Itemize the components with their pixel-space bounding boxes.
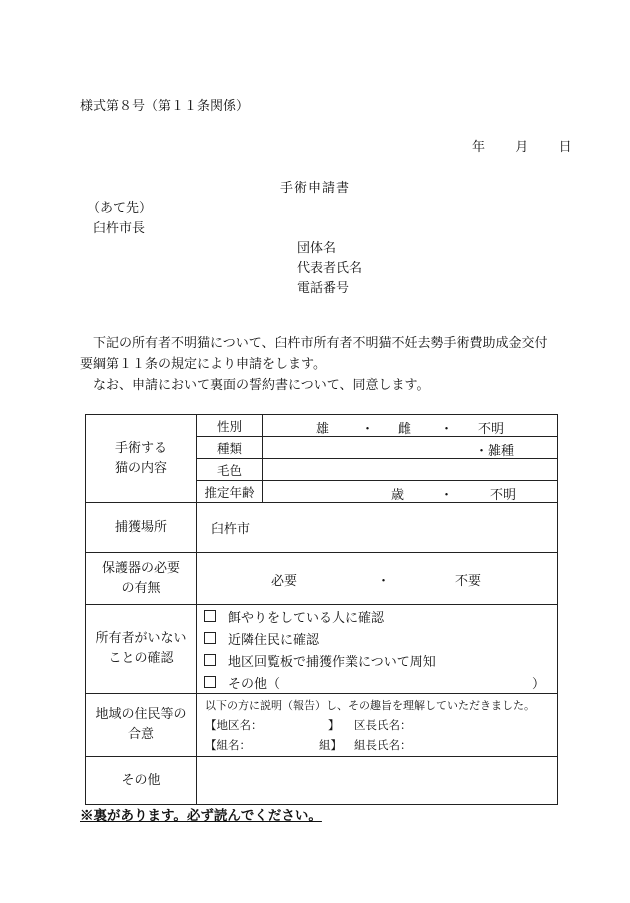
resident-consent-label: 地域の住民等の 合意 xyxy=(86,694,197,757)
body-paragraph-2: なお、申請において裏面の誓約書について、同意します。 xyxy=(80,378,430,393)
protector-options: 必要 ・ 不要 xyxy=(197,553,558,605)
color-label: 毛色 xyxy=(197,459,263,481)
group-name-label[interactable]: 【組名： xyxy=(205,738,251,752)
sex-male[interactable]: 雄 xyxy=(316,422,330,437)
district-name-label[interactable]: 【地区名： xyxy=(205,718,263,732)
cat-details-label: 手術する 猫の内容 xyxy=(86,415,197,503)
sex-female[interactable]: 雌 xyxy=(398,422,412,437)
body-paragraph-1: 下記の所有者不明猫について、臼杵市所有者不明猫不妊去勢手術費助成金交付要綱第１１条の規定により申請をします。 xyxy=(80,336,548,372)
breed-mixed: ・雑種 xyxy=(475,444,515,459)
applicant-group-name: 団体名 xyxy=(297,241,337,256)
date-year: 年 xyxy=(472,140,486,155)
capture-location-value: 臼杵市 xyxy=(211,522,251,537)
resident-consent-field: 以下の方に説明（報告）し、その趣旨を理解していただきました。 【地区名： 】 区長氏名： 【組名： 組】 組長氏名： xyxy=(197,694,558,757)
age-field[interactable]: 歳 ・ 不明 xyxy=(263,481,558,503)
other-label: その他 xyxy=(86,757,197,805)
date-month: 月 xyxy=(515,140,529,155)
document-title: 手術申請書 xyxy=(279,181,350,196)
sex-unknown[interactable]: 不明 xyxy=(478,422,505,437)
owner-check-list xyxy=(197,605,558,694)
protector-needed[interactable]: 必要 xyxy=(271,574,298,589)
owner-check-label: 所有者がいない ことの確認 xyxy=(86,605,197,694)
protector-not-needed[interactable]: 不要 xyxy=(455,574,482,589)
district-head-label[interactable]: 区長氏名： xyxy=(354,718,412,732)
capture-location-label: 捕獲場所 xyxy=(86,503,197,553)
age-years: 歳 xyxy=(391,488,405,503)
owner-check-item[interactable]: 近隣住民に確認 xyxy=(197,627,557,649)
applicant-phone: 電話番号 xyxy=(297,281,350,296)
checkbox-icon[interactable] xyxy=(204,676,216,688)
form-number: 様式第８号（第１１条関係） xyxy=(80,99,250,114)
capture-location-field[interactable] xyxy=(197,503,558,553)
footer-note: ※裏があります。必ず読んでください。 xyxy=(80,808,322,824)
owner-check-item[interactable]: 餌やりをしている人に確認 xyxy=(197,605,557,627)
breed-label: 種類 xyxy=(197,437,263,459)
date-day: 日 xyxy=(558,140,572,155)
date-field xyxy=(472,136,572,155)
addressee: 臼杵市長 xyxy=(93,221,146,236)
sex-label: 性別 xyxy=(197,415,263,437)
breed-field[interactable] xyxy=(263,437,558,459)
protector-label: 保護器の必要 の有無 xyxy=(86,553,197,605)
checkbox-icon[interactable] xyxy=(204,632,216,644)
sex-options: 雄 ・ 雌 ・ 不明 xyxy=(263,415,558,437)
addressee-prefix: （あて先） xyxy=(87,201,153,216)
other-field[interactable] xyxy=(197,757,558,805)
checkbox-icon[interactable] xyxy=(204,610,216,622)
owner-check-item[interactable]: 地区回覧板で捕獲作業について周知 xyxy=(197,649,557,671)
age-label: 推定年齢 xyxy=(197,481,263,503)
application-table xyxy=(85,414,558,805)
age-unknown[interactable]: 不明 xyxy=(490,488,517,503)
owner-check-item[interactable]: その他（ ） xyxy=(197,671,557,693)
applicant-representative: 代表者氏名 xyxy=(297,261,363,276)
group-head-label[interactable]: 組長氏名： xyxy=(354,738,412,752)
color-field[interactable] xyxy=(263,459,558,481)
resident-description: 以下の方に説明（報告）し、その趣旨を理解していただきました。 xyxy=(205,699,535,712)
checkbox-icon[interactable] xyxy=(204,654,216,666)
